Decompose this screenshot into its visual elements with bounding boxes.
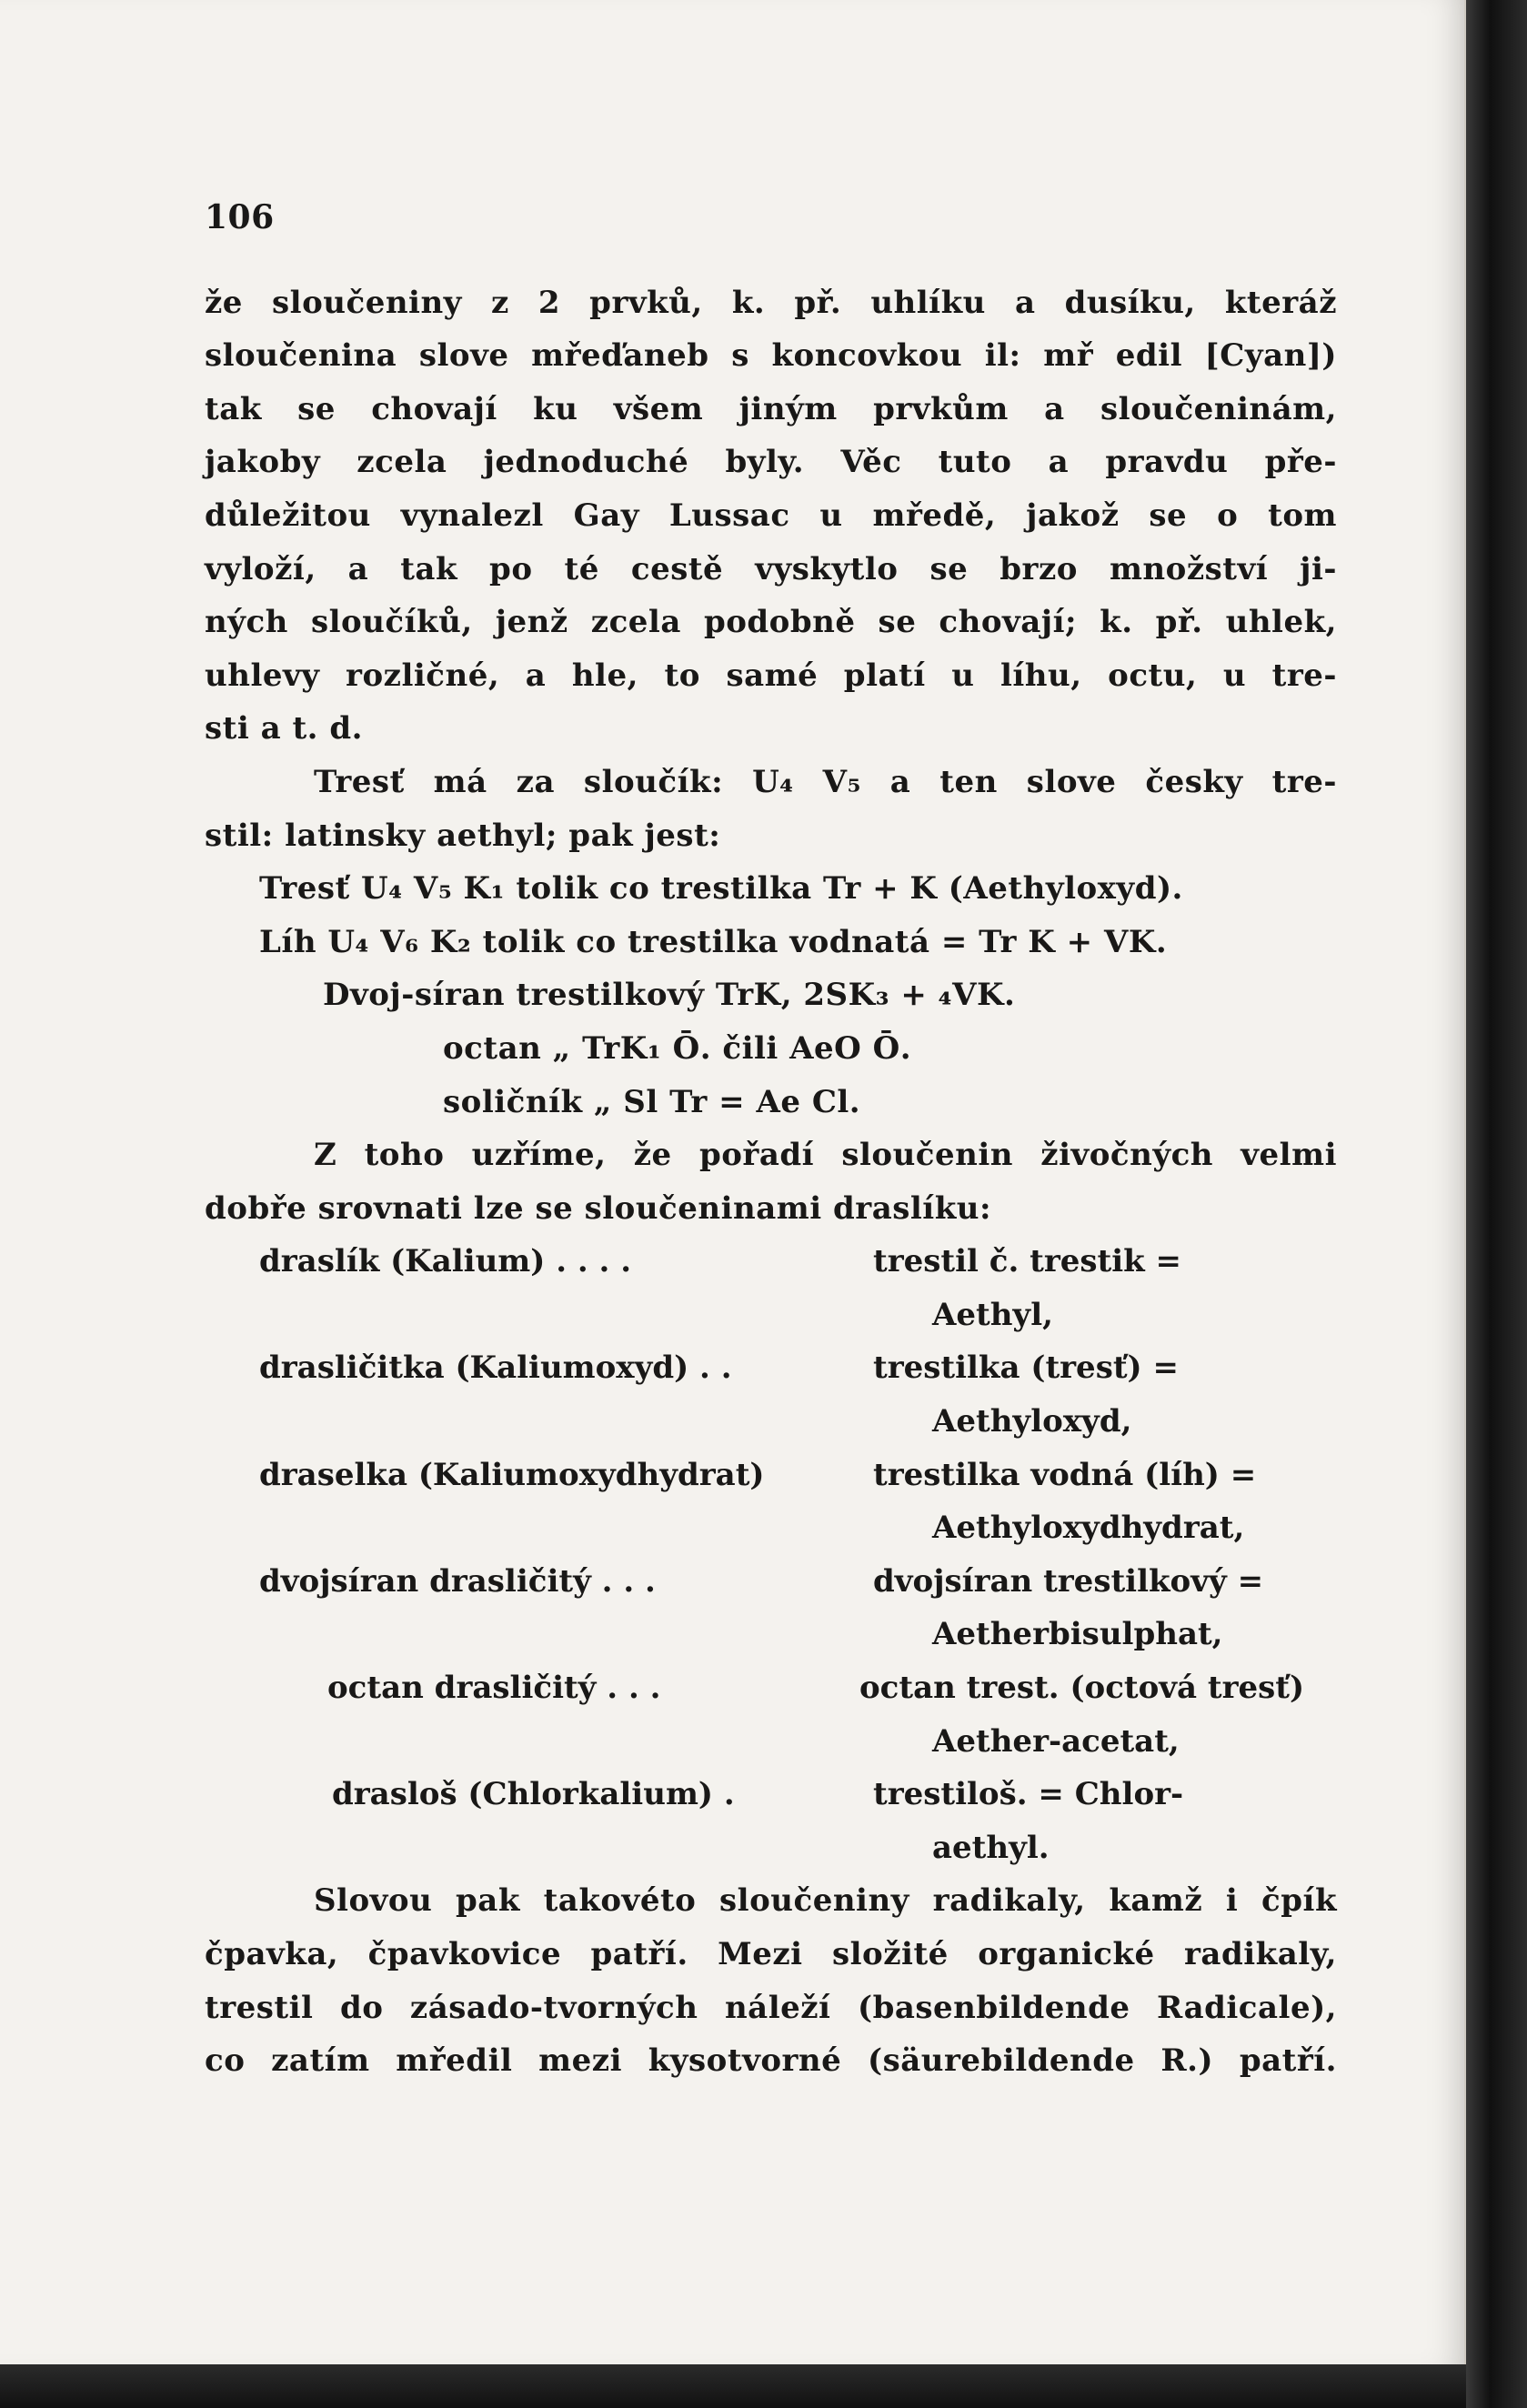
- table-row: [205, 1449, 1337, 1502]
- text-line: trestil do zásado-tvorných náleží (basenbildende Radicale),: [205, 1989, 1337, 2026]
- text-line: čpavka, čpavkovice patří. Mezi složité organické radikaly,: [205, 1936, 1337, 1972]
- paragraph-2: [205, 756, 1337, 862]
- text-line: dobře srovnati lze se sloučeninami draslíku:: [205, 1189, 992, 1227]
- table-row: [205, 1768, 1337, 1821]
- table-cell-right: trestilka vodná (líh) =: [873, 1456, 1257, 1493]
- table-cell-left: drasličitka (Kaliumoxyd) . .: [259, 1349, 732, 1387]
- table-cell-continuation: Aetherbisulphat,: [932, 1616, 1223, 1653]
- page-text: [205, 191, 1337, 2088]
- paragraph-1: [205, 276, 1337, 756]
- text-line: ných sloučíků, jenž zcela podobně se chovají; k. př. uhlek,: [205, 604, 1337, 641]
- text-line: důležitou vynalezl Gay Lussac u mředě, jakož se o tom: [205, 497, 1337, 534]
- scan-edge-right: [1466, 0, 1527, 2408]
- scan-edge-bottom: [0, 2364, 1466, 2408]
- formula-block: [205, 862, 1337, 1129]
- table-cell-right: trestilka (tresť) =: [873, 1349, 1179, 1387]
- comparison-table: [205, 1235, 1337, 1874]
- table-cell-left: draslík (Kalium) . . . .: [259, 1243, 632, 1280]
- text-line: sloučenina slove mřeďaneb s koncovkou il: mř edil [Cyan]): [205, 337, 1337, 375]
- text-line: vyloží, a tak po té cestě vyskytlo se brzo množství ji-: [205, 550, 1337, 587]
- table-cell-continuation: aethyl.: [932, 1829, 1050, 1866]
- table-cell-right: trestil č. trestik =: [873, 1243, 1182, 1280]
- table-row: [205, 1661, 1337, 1715]
- text-line: jakoby zcela jednoduché byly. Věc tuto a pravdu pře-: [205, 444, 1337, 481]
- formula-line: octan „ TrK₁ Ō. čili AeO Ō.: [443, 1029, 912, 1067]
- table-cell-right: octan trest. (octová tresť): [859, 1670, 1305, 1707]
- text-line: uhlevy rozličné, a hle, to samé platí u líhu, octu, u tre-: [205, 657, 1337, 694]
- formula-line: Tresť U₄ V₅ K₁ tolik co trestilka Tr + K (Aethyloxyd).: [259, 870, 1183, 908]
- formula-line: Dvoj-síran trestilkový TrK, 2SK₃ + ₄VK.: [323, 977, 1016, 1014]
- table-cell-left: dvojsíran drasličitý . . .: [259, 1562, 656, 1600]
- formula-line: Líh U₄ V₆ K₂ tolik co trestilka vodnatá = Tr K + VK.: [259, 923, 1168, 960]
- text-line: že sloučeniny z 2 prvků, k. př. uhlíku a dusíku, kteráž: [205, 284, 1337, 321]
- table-cell-continuation: Aether-acetat,: [932, 1722, 1180, 1760]
- text-line: sti a t. d.: [205, 710, 363, 747]
- table-cell-left: draselka (Kaliumoxydhydrat): [259, 1456, 765, 1493]
- paragraph-3: [205, 1129, 1337, 1235]
- table-cell-right: trestiloš. = Chlor-: [873, 1776, 1184, 1813]
- table-cell-left: drasloš (Chlorkalium) .: [332, 1776, 735, 1813]
- paragraph-4: [205, 1874, 1337, 2087]
- table-row: [205, 1715, 1337, 1769]
- table-row: [205, 1235, 1337, 1289]
- table-cell-continuation: Aethyloxyd,: [932, 1403, 1132, 1440]
- table-cell-right: dvojsíran trestilkový =: [873, 1562, 1264, 1600]
- text-line: stil: latinsky aethyl; pak jest:: [205, 817, 721, 854]
- text-line: tak se chovají ku všem jiným prvkům a sloučeninám,: [205, 390, 1337, 427]
- text-line: Tresť má za sloučík: U₄ V₅ a ten slove česky tre-: [314, 763, 1337, 800]
- table-row: [205, 1501, 1337, 1555]
- table-cell-continuation: Aethyloxydhydrat,: [932, 1510, 1245, 1547]
- table-row: [205, 1555, 1337, 1609]
- table-row: [205, 1341, 1337, 1395]
- text-line: co zatím mředil mezi kysotvorné (säurebildende R.) patří.: [205, 2042, 1337, 2080]
- table-cell-left: octan drasličitý . . .: [327, 1670, 661, 1707]
- table-row: [205, 1821, 1337, 1875]
- table-row: [205, 1289, 1337, 1342]
- text-line: Slovou pak takovéto sloučeniny radikaly, kamž i čpík: [314, 1882, 1337, 1920]
- table-row: [205, 1395, 1337, 1449]
- table-row: [205, 1608, 1337, 1661]
- text-line: Z toho uzříme, že pořadí sloučenin živočných velmi: [314, 1137, 1337, 1174]
- page-number: 106: [205, 198, 275, 236]
- formula-line: soličník „ Sl Tr = Ae Cl.: [443, 1083, 861, 1120]
- table-cell-continuation: Aethyl,: [932, 1296, 1053, 1333]
